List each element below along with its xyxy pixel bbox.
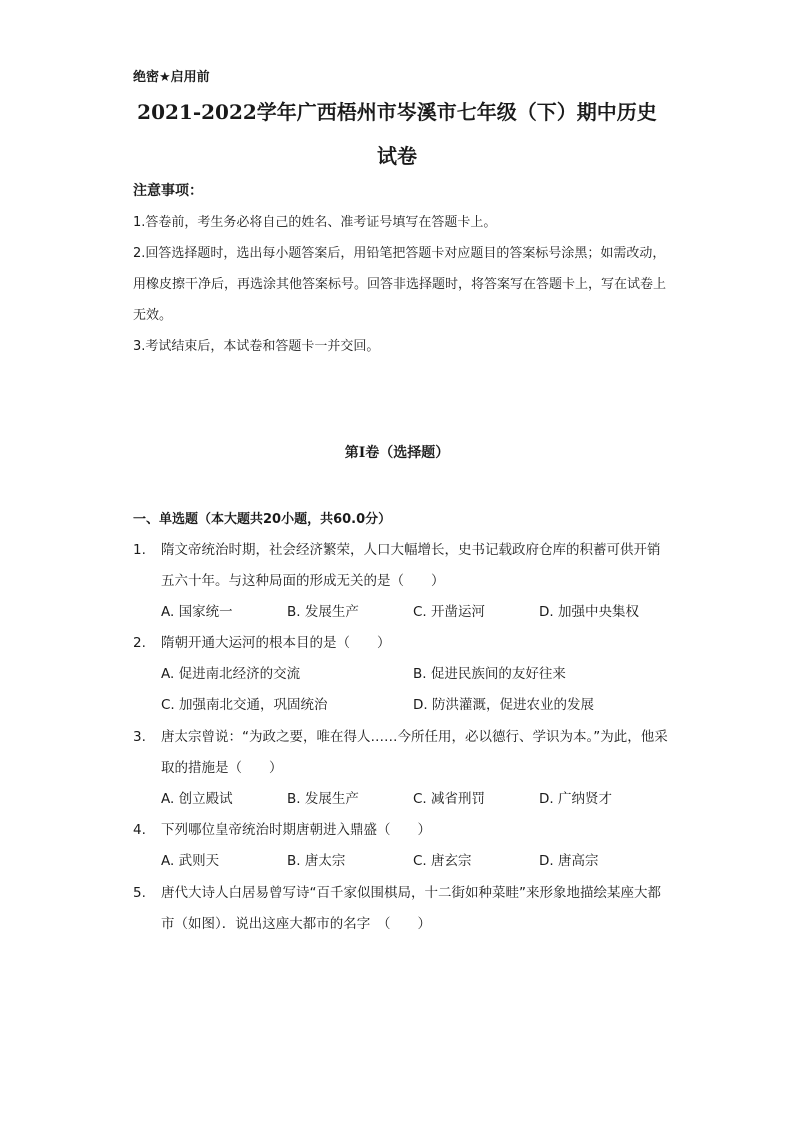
question-number: 2. [133,635,146,651]
section-title: 第I卷（选择题） [344,445,450,461]
question-2 [133,628,673,659]
notice-item-2: 2.回答选择题时，选出每小题答案后，用铅笔把答题卡对应题目的答案标号涂黑；如需改动，用橡皮擦干净后，再选涂其他答案标号。回答非选择题时，将答案写在答题卡上，写在试卷上无效。 [133,246,667,323]
question-1-options [161,597,681,628]
secret-mark: 绝密★启用前 [133,70,210,85]
notice-heading: 注意事项： [133,183,203,199]
question-stem: 隋朝开通大运河的根本目的是（ ） [161,635,391,651]
question-5 [133,878,673,940]
option-b: B. 发展生产 [287,604,359,620]
question-4-options [161,846,681,877]
question-number: 4. [133,822,146,838]
option-c: C. 唐玄宗 [413,853,472,869]
option-a: A. 武则天 [161,853,220,869]
option-d: D. 加强中央集权 [539,604,639,620]
option-b: B. 促进民族间的友好往来 [413,666,566,682]
question-4 [133,815,673,846]
option-c: C. 减省刑罚 [413,791,486,807]
question-3 [133,722,673,784]
option-a: A. 创立殿试 [161,791,233,807]
option-a: A. 国家统一 [161,604,233,620]
question-stem: 唐代大诗人白居易曾写诗“百千家似围棋局，十二街如种菜畦”来形象地描绘某座大都市（如图）．说出这座大都市的名字 （ ） [161,885,661,932]
question-stem: 唐太宗曾说：“为政之要，唯在得人……今所任用，必以德行、学识为本。”为此，他采取的措施是（ ） [161,729,668,776]
option-d: D. 唐高宗 [539,853,599,869]
part-title: 一、单选题（本大题共20小题，共60.0分） [133,512,392,527]
notice-item-3: 3.考试结束后，本试卷和答题卡一并交回。 [133,339,380,354]
question-3-options [161,784,681,815]
option-c: C. 开凿运河 [413,604,486,620]
question-number: 5. [133,885,146,901]
exam-title-line2: 试卷 [377,144,417,168]
exam-title-line1: 2021-2022学年广西梧州市岑溪市七年级（下）期中历史 [137,100,657,124]
option-d: D. 防洪灌溉，促进农业的发展 [413,697,594,713]
option-b: B. 唐太宗 [287,853,346,869]
option-b: B. 发展生产 [287,791,359,807]
option-d: D. 广纳贤才 [539,791,612,807]
question-2-options-row2 [161,690,681,721]
question-number: 1. [133,542,146,558]
question-1 [133,535,673,597]
notice-item-1: 1.答卷前，考生务必将自己的姓名、准考证号填写在答题卡上。 [133,215,497,230]
question-stem: 下列哪位皇帝统治时期唐朝进入鼎盛（ ） [161,822,431,838]
question-stem: 隋文帝统治时期，社会经济繁荣，人口大幅增长，史书记载政府仓库的积蓄可供开销五六十年。与这种局面的形成无关的是（ ） [161,542,661,589]
option-c: C. 加强南北交通，巩固统治 [161,697,328,713]
question-2-options-row1 [161,659,681,690]
option-a: A. 促进南北经济的交流 [161,666,301,682]
question-number: 3. [133,729,146,745]
